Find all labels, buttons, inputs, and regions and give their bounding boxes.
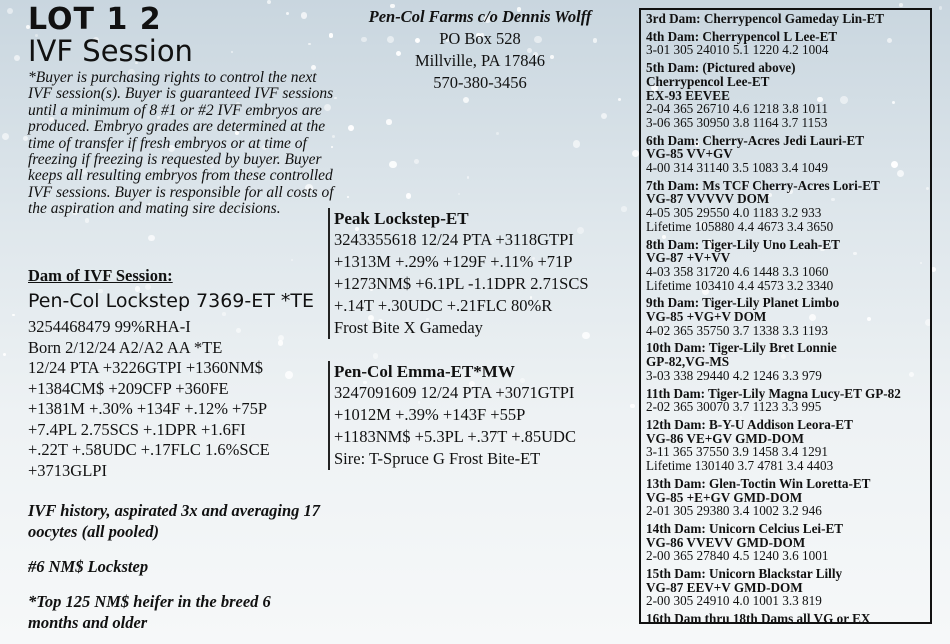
pedigree-record: Lifetime 130140 3.7 4781 3.4 4403	[646, 458, 834, 474]
pedigree-dam-title: 12th Dam: B-Y-U Addison Leora-ET	[646, 416, 853, 432]
pedigree-box	[639, 8, 932, 627]
snowflake	[386, 119, 392, 125]
granddam-line: Sire: T-Spruce G Frost Bite-ET	[334, 449, 541, 468]
pedigree-entry	[646, 30, 925, 57]
pedigree-entry	[646, 238, 925, 293]
snowflake	[414, 159, 419, 164]
nm-rank-note: #6 NM$ Lockstep	[28, 557, 149, 576]
pedigree-record: 2-04 365 26710 4.6 1218 3.8 1011	[646, 101, 828, 117]
dam-heading: Dam of IVF Session:	[28, 266, 173, 285]
snowflake	[301, 12, 307, 18]
snowflake	[458, 193, 460, 195]
pedigree-record: 3-06 365 30950 3.8 1164 3.7 1153	[646, 114, 828, 130]
pedigree-dam-title: VG-85 VV+GV	[646, 146, 733, 162]
sire-line: +.14T +.30UDC +.21FLC 80%R	[334, 296, 553, 315]
snowflake	[496, 132, 499, 135]
farm-address-line: Millville, PA 17846	[414, 51, 546, 70]
snowflake	[467, 176, 470, 179]
snowflake	[939, 6, 943, 10]
dam-line: Born 2/12/24 A2/A2 AA *TE	[28, 337, 223, 357]
snowflake	[348, 125, 354, 131]
pedigree-record: Lifetime 105880 4.4 4673 3.4 3650	[646, 218, 834, 234]
pedigree-dam-title: VG-85 +E+GV GMD-DOM	[646, 489, 803, 505]
snowflake	[347, 196, 349, 198]
snowflake	[278, 340, 283, 345]
snowflake	[406, 193, 412, 199]
pedigree-dam-title: VG-86 VVEVV GMD-DOM	[646, 534, 806, 550]
pedigree-record: 4-02 365 35750 3.7 1338 3.3 1193	[646, 322, 828, 338]
snowflake	[308, 43, 311, 46]
snowflake	[291, 259, 293, 261]
snowflake	[85, 218, 89, 222]
pedigree-entry	[646, 341, 925, 382]
pedigree-record: 4-05 305 29550 4.0 1183 3.2 933	[646, 205, 822, 221]
snowflake	[222, 312, 226, 316]
pedigree-dam-title: VG-87 EEV+V GMD-DOM	[646, 579, 803, 595]
pedigree-dam-title: 16th Dam thru 18th Dams all VG or EX	[646, 611, 871, 627]
snowflake	[7, 8, 13, 14]
pedigree-record: 2-00 365 27840 4.5 1240 3.6 1001	[646, 548, 829, 564]
snowflake	[463, 97, 469, 103]
dam-line: 12/24 PTA +3226GTPI +1360NM$	[28, 358, 264, 377]
pedigree-dam-title: 3rd Dam: Cherrypencol Gameday Lin-ET	[646, 11, 885, 26]
pedigree-dam-title: 9th Dam: Tiger-Lily Planet Limbo	[646, 295, 840, 311]
pedigree-entry	[646, 387, 925, 414]
pedigree-entry	[646, 418, 925, 473]
snowflake	[389, 161, 396, 168]
farm-name: Pen-Col Farms c/o Dennis Wolff	[368, 7, 592, 26]
snowflake	[231, 51, 233, 53]
pedigree-entry	[646, 567, 925, 608]
sire-line: Frost Bite X Gameday	[334, 318, 483, 337]
pedigree-record: 2-01 305 29380 3.4 1002 3.2 946	[646, 503, 822, 519]
farm-contact	[340, 6, 620, 94]
pedigree-dam-title: 6th Dam: Cherry-Acres Jedi Lauri-ET	[646, 132, 865, 148]
pedigree-record: 4-03 358 31720 4.6 1448 3.3 1060	[646, 263, 829, 279]
granddam-line: +1012M +.39% +143F +55P	[334, 405, 526, 424]
session-title: IVF Session	[28, 34, 193, 68]
sire-line: 3243355618 12/24 PTA +3118GTPI	[334, 230, 574, 249]
snowflake	[12, 314, 15, 317]
snowflake	[285, 371, 293, 379]
pedigree-entry	[646, 61, 925, 130]
pedigree-dam-title: EX-93 EEVEE	[646, 87, 730, 103]
pedigree-entry	[646, 612, 925, 626]
granddam-name: Pen-Col Emma-ET*MW	[334, 362, 515, 381]
pedigree-entry	[646, 477, 925, 518]
snowflake	[329, 33, 333, 37]
snowflake	[267, 0, 271, 4]
pedigree-record: Lifetime 103410 4.4 4573 3.2 3340	[646, 277, 834, 293]
farm-phone: 570-380-3456	[433, 73, 527, 92]
pedigree-dam-title: Cherrypencol Lee-ET	[646, 73, 770, 89]
pedigree-dam-title: 14th Dam: Unicorn Celcius Lei-ET	[646, 520, 844, 536]
dam-name: Pen-Col Lockstep 7369-ET *TE	[28, 290, 315, 312]
pedigree-dam-title: VG-87 VVVVV DOM	[646, 191, 770, 207]
granddam-block	[328, 361, 644, 470]
ivf-history-note: IVF history, aspirated 3x and averaging 17 oocytes (all pooled)	[28, 501, 320, 541]
pedigree-dam-title: 13th Dam: Glen-Toctin Win Loretta-ET	[646, 475, 871, 491]
dam-line: +1381M +.30% +134F +.12% +75P	[28, 399, 268, 418]
pedigree-dam-title: 11th Dam: Tiger-Lily Magna Lucy-ET GP-82	[646, 385, 901, 401]
pedigree-record: 2-00 305 24910 4.0 1001 3.3 819	[646, 593, 822, 609]
pedigree-dam-title: VG-87 +V+VV	[646, 250, 731, 266]
dam-line: +3713GLPI	[28, 460, 107, 480]
buyer-terms: *Buyer is purchasing rights to control the next IVF session(s). Buyer is guaranteed IVF sessions until a minimum of 8 #1 or #2 IVF embryos are produced. Embryo grades are determined at the time of transfer if fresh embryos or at time of freezing if freezing is requested by buyer. Buyer keeps all resulting embryos from these controlled IVF sessions. Buyer is responsible for all costs of the aspiration and mating sire decisions.	[28, 69, 334, 218]
pedigree-record: 3-11 365 37550 3.9 1458 3.4 1291	[646, 444, 828, 460]
pedigree-record: 3-01 305 24010 5.1 1220 4.2 1004	[646, 42, 829, 58]
pedigree-dam-title: 15th Dam: Unicorn Blackstar Lilly	[646, 566, 843, 582]
snowflake	[632, 150, 639, 157]
sire-details	[334, 229, 644, 339]
dam-line: 3254468479 99%RHA-I	[28, 317, 191, 336]
lot-number: LOT 1 2	[28, 2, 162, 37]
granddam-line: 3247091609 12/24 PTA +3071GTPI	[334, 383, 575, 402]
pedigree-entry	[646, 134, 925, 175]
sire-name: Peak Lockstep-ET	[334, 209, 469, 228]
snowflake	[373, 353, 379, 359]
farm-address-line: PO Box 528	[439, 29, 521, 48]
top-heifer-note: *Top 125 NM$ heifer in the breed 6 months and older	[28, 592, 271, 632]
sire-block	[328, 208, 644, 339]
pedigree-record: 2-02 365 30070 3.7 1123 3.3 995	[646, 399, 822, 415]
snowflake	[899, 3, 903, 7]
sire-line: +1313M +.29% +129F +.11% +71P	[334, 252, 573, 271]
snowflake	[2, 133, 10, 141]
pedigree-record: 3-03 338 29440 4.2 1246 3.3 979	[646, 367, 822, 383]
pedigree-record: 4-00 314 31140 3.5 1083 3.4 1049	[646, 160, 828, 176]
snowflake	[14, 55, 20, 61]
pedigree-dam-title: VG-86 VE+GV GMD-DOM	[646, 430, 804, 446]
pedigree-entry	[646, 179, 925, 234]
pedigree-entry	[646, 12, 925, 26]
snowflake	[573, 140, 581, 148]
pedigree-dam-title: 4th Dam: Cherrypencol L Lee-ET	[646, 28, 838, 44]
pedigree-dam-title: 5th Dam: (Pictured above)	[646, 60, 796, 76]
sire-line: +1273NM$ +6.1PL -1.1DPR 2.71SCS	[334, 274, 589, 293]
pedigree-dam-title: 10th Dam: Tiger-Lily Bret Lonnie	[646, 340, 837, 356]
pedigree-entry	[646, 522, 925, 563]
dam-details	[28, 317, 270, 481]
snowflake	[3, 353, 6, 356]
snowflake	[618, 98, 621, 101]
pedigree-entry	[646, 296, 925, 337]
snowflake	[286, 12, 289, 15]
pedigree-dam-title: GP-82,VG-MS	[646, 354, 730, 370]
dam-line: +1384CM$ +209CFP +360FE	[28, 378, 229, 398]
granddam-details	[334, 382, 644, 470]
pedigree-dam-title: VG-85 +VG+V DOM	[646, 309, 767, 325]
pedigree-dam-title: 7th Dam: Ms TCF Cherry-Acres Lori-ET	[646, 177, 880, 193]
dam-line: +.22T +.58UDC +.17FLC 1.6%SCE	[28, 440, 270, 459]
pedigree-dam-title: 8th Dam: Tiger-Lily Uno Leah-ET	[646, 236, 840, 252]
snowflake	[601, 113, 607, 119]
snowflake	[148, 235, 154, 241]
granddam-line: +1183NM$ +5.3PL +.37T +.85UDC	[334, 427, 576, 446]
dam-line: +7.4PL 2.75SCS +.1DPR +1.6FI	[28, 419, 246, 439]
